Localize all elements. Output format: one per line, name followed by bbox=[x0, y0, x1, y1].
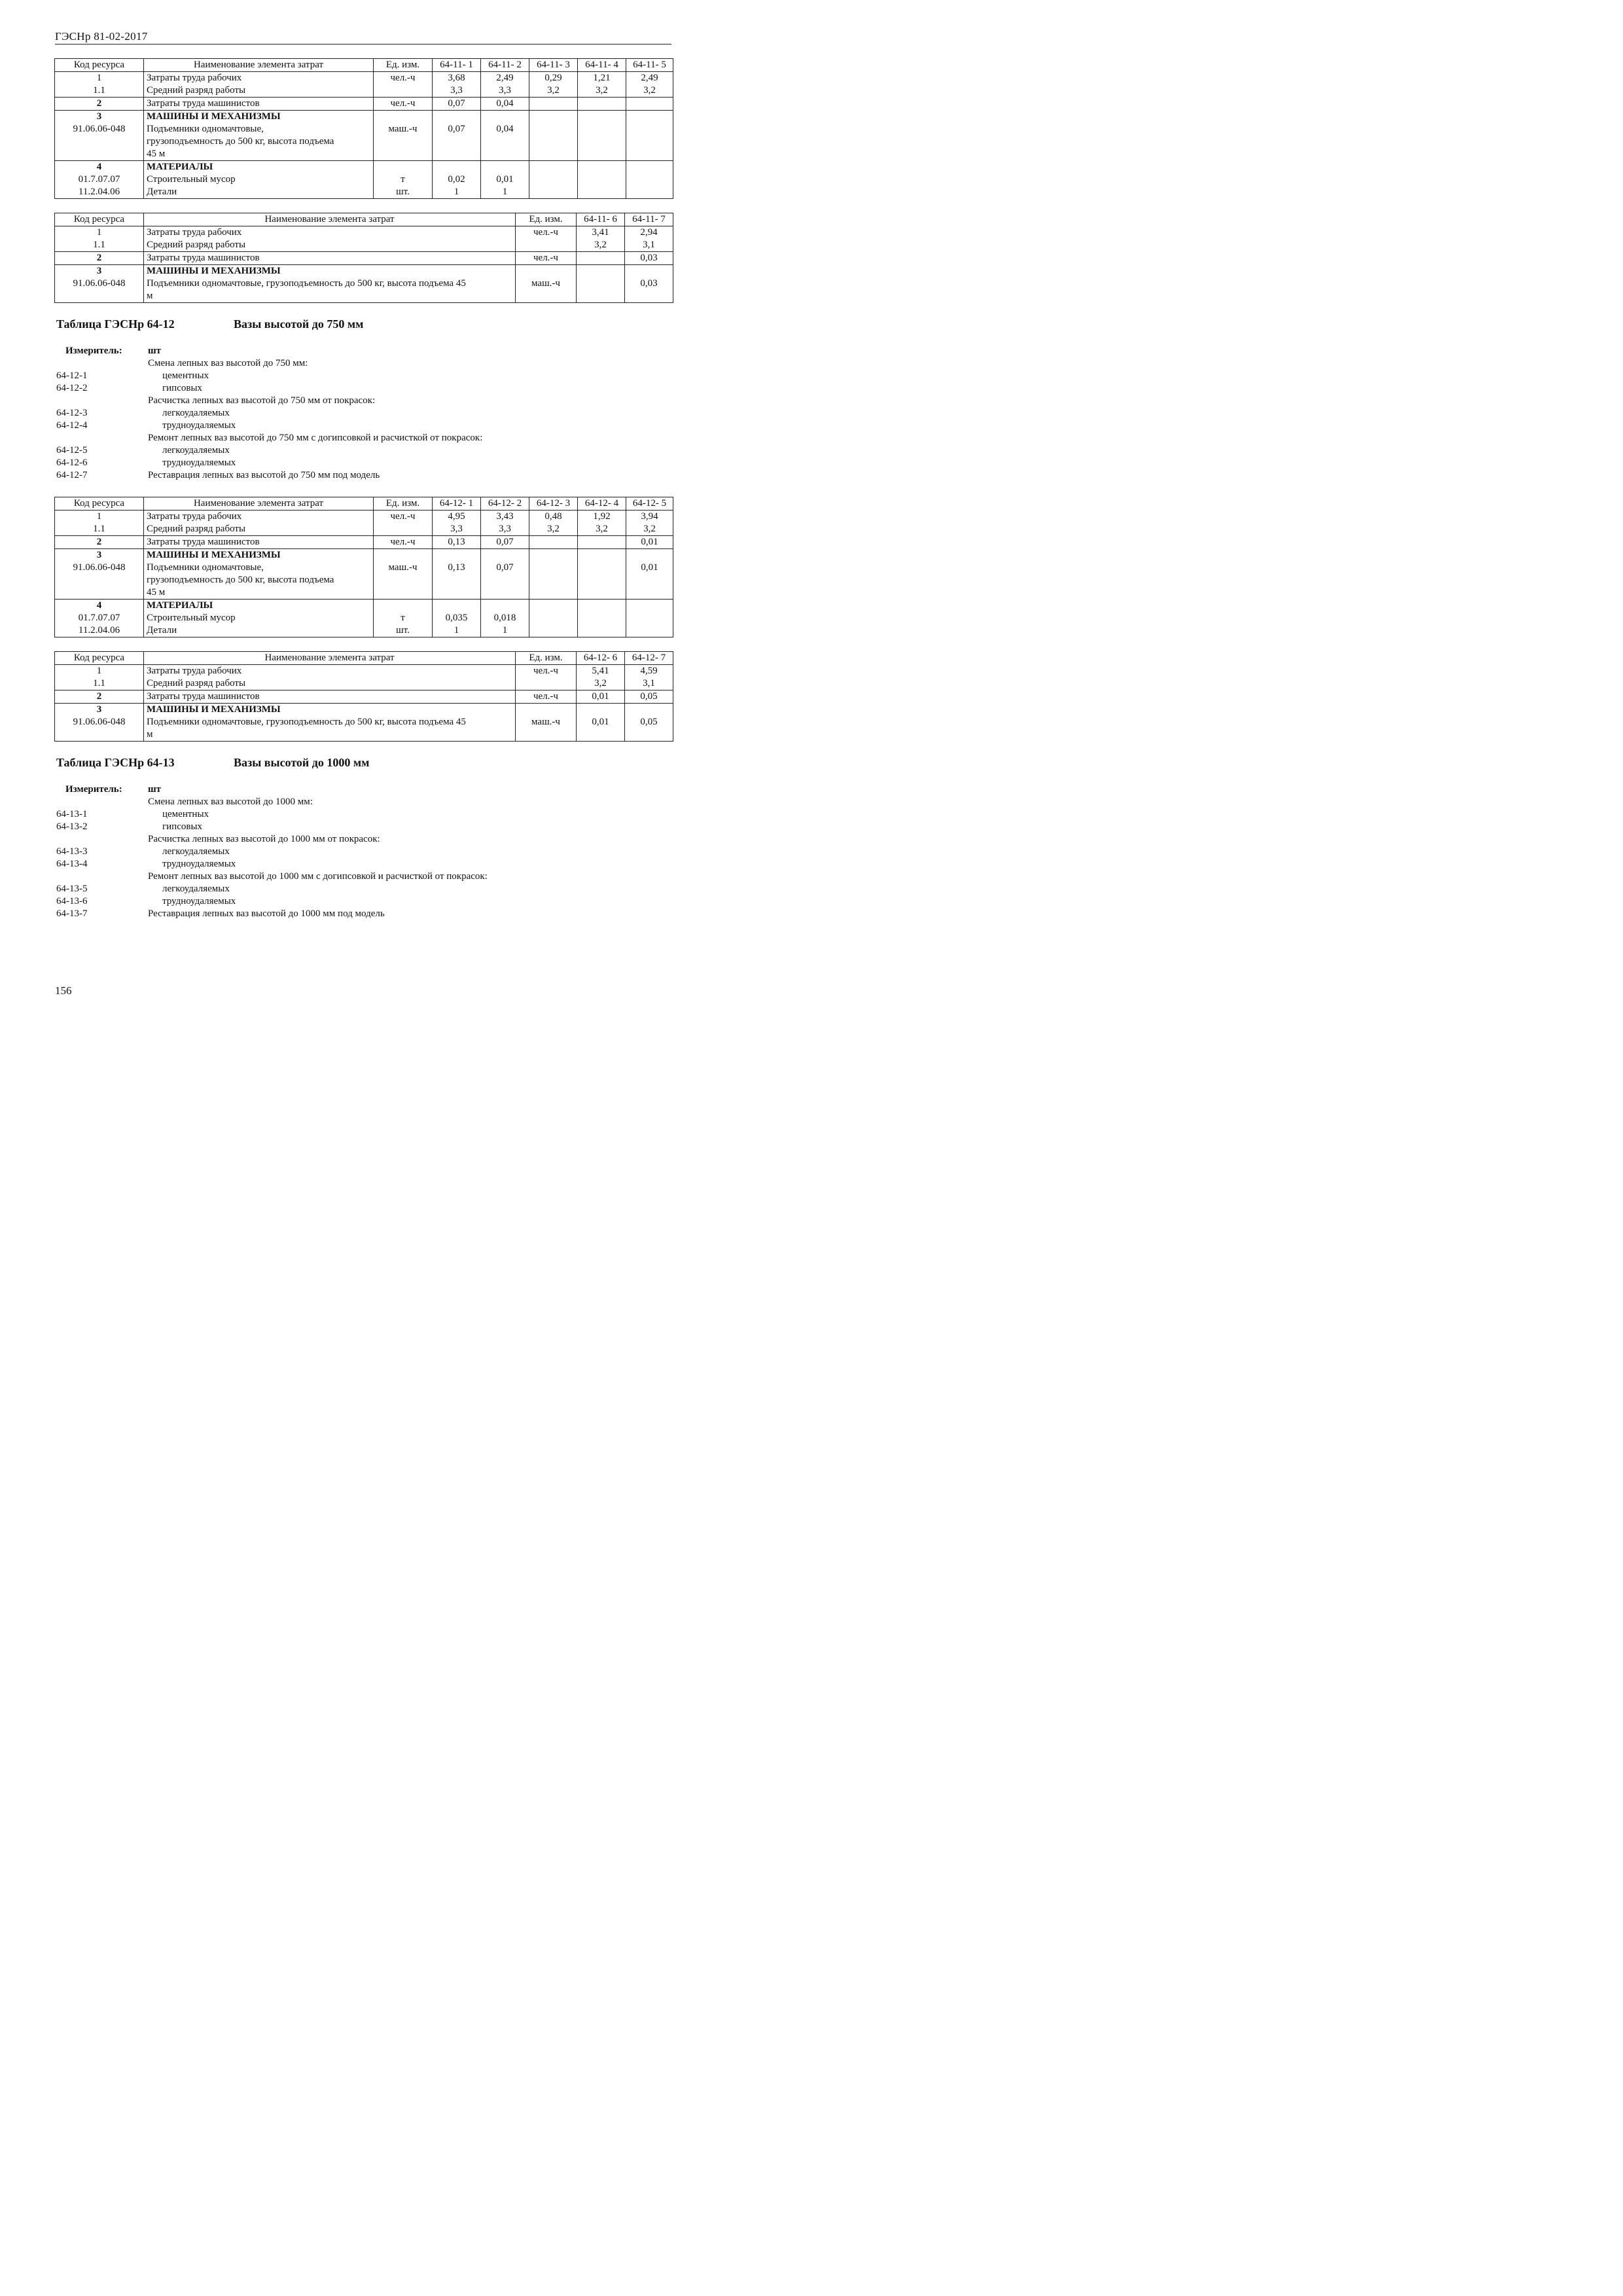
resource-unit: чел.-ч bbox=[374, 511, 433, 524]
norm-value: 0,035 bbox=[433, 612, 481, 624]
resource-unit: т bbox=[374, 173, 433, 186]
norm-value: 3,3 bbox=[481, 84, 529, 98]
norm-value: 5,41 bbox=[577, 665, 625, 678]
resource-table-64-11-b bbox=[54, 213, 673, 303]
measure-row bbox=[56, 783, 671, 796]
resource-code: 4 bbox=[55, 161, 144, 174]
resource-name: Затраты труда машинистов bbox=[144, 98, 374, 111]
norm-value: 3,2 bbox=[529, 523, 578, 536]
measure-label: Измеритель: bbox=[65, 784, 122, 795]
col-header-norm: 64-12- 5 bbox=[626, 497, 673, 511]
resource-code: 01.7.07.07 bbox=[55, 612, 144, 624]
resource-table-64-12-a bbox=[54, 497, 673, 637]
col-header-unit: Ед. изм. bbox=[374, 59, 433, 72]
item-text: трудноудаляемых bbox=[162, 457, 236, 468]
col-header-norm: 64-11- 6 bbox=[577, 213, 625, 226]
resource-code: 11.2.04.06 bbox=[55, 624, 144, 637]
item-code: 64-13-1 bbox=[56, 809, 88, 819]
list-item bbox=[56, 444, 671, 457]
resource-code: 2 bbox=[55, 691, 144, 704]
resource-table-64-11-a bbox=[54, 58, 673, 199]
item-text: цементных bbox=[162, 809, 209, 819]
resource-name: Строительный мусор bbox=[144, 612, 374, 624]
resource-name: Затраты труда рабочих bbox=[144, 511, 374, 524]
resource-unit: чел.-ч bbox=[374, 72, 433, 85]
section-heading: МАТЕРИАЛЫ bbox=[144, 161, 374, 174]
item-code: 64-12-6 bbox=[56, 457, 88, 468]
resource-name bbox=[144, 716, 516, 742]
norm-value: 1,21 bbox=[578, 72, 626, 85]
col-header-norm: 64-11- 2 bbox=[481, 59, 529, 72]
table-subtitle: Вазы высотой до 750 мм bbox=[234, 317, 364, 331]
table-row bbox=[55, 161, 673, 174]
header-rule bbox=[55, 44, 671, 45]
norm-value: 0,05 bbox=[625, 716, 673, 742]
list-item bbox=[56, 420, 671, 432]
table-row bbox=[55, 549, 673, 562]
measure-group bbox=[56, 870, 671, 883]
norm-value: 0,04 bbox=[481, 98, 529, 111]
resource-unit: чел.-ч bbox=[516, 252, 577, 265]
measure-group bbox=[56, 432, 671, 444]
list-item bbox=[56, 908, 671, 920]
list-item bbox=[56, 370, 671, 382]
resource-name: Детали bbox=[144, 624, 374, 637]
norm-value: 2,49 bbox=[626, 72, 673, 85]
norm-value: 0,01 bbox=[626, 536, 673, 549]
norm-value: 0,07 bbox=[481, 536, 529, 549]
norm-value: 3,3 bbox=[433, 84, 481, 98]
col-header-norm: 64-12- 3 bbox=[529, 497, 578, 511]
resource-code: 91.06.06-048 bbox=[55, 278, 144, 303]
norm-value: 1 bbox=[433, 624, 481, 637]
table-row bbox=[55, 265, 673, 278]
norm-value: 3,1 bbox=[625, 239, 673, 252]
resource-code: 3 bbox=[55, 265, 144, 278]
item-text: легкоудаляемых bbox=[162, 445, 230, 456]
norm-value: 0,07 bbox=[481, 562, 529, 600]
measure-group bbox=[56, 833, 671, 846]
group-text: Ремонт лепных ваз высотой до 750 мм с догипсовкой и расчисткой от покрасок: bbox=[148, 433, 483, 443]
name-line: Подъемники одномачтовые, bbox=[147, 124, 264, 134]
norm-value: 3,2 bbox=[578, 84, 626, 98]
col-header-code: Код ресурса bbox=[55, 652, 144, 665]
item-code: 64-12-2 bbox=[56, 383, 88, 393]
norm-value: 0,07 bbox=[433, 98, 481, 111]
resource-code: 2 bbox=[55, 252, 144, 265]
resource-name: Средний разряд работы bbox=[144, 239, 516, 252]
list-item bbox=[56, 846, 671, 858]
table-row bbox=[55, 123, 673, 161]
col-header-code: Код ресурса bbox=[55, 497, 144, 511]
measure-unit: шт bbox=[148, 346, 162, 356]
resource-code: 01.7.07.07 bbox=[55, 173, 144, 186]
list-item bbox=[56, 382, 671, 395]
table-row bbox=[55, 239, 673, 252]
item-code: 64-12-5 bbox=[56, 445, 88, 456]
norm-value: 3,2 bbox=[578, 523, 626, 536]
resource-name bbox=[144, 562, 374, 600]
resource-name: Затраты труда машинистов bbox=[144, 691, 516, 704]
norm-value: 0,03 bbox=[625, 278, 673, 303]
norm-value: 0,48 bbox=[529, 511, 578, 524]
norm-value: 0,018 bbox=[481, 612, 529, 624]
table-subtitle: Вазы высотой до 1000 мм bbox=[234, 756, 370, 769]
item-code: 64-13-4 bbox=[56, 859, 88, 869]
item-code: 64-12-7 bbox=[56, 470, 88, 480]
norm-value: 3,2 bbox=[577, 677, 625, 691]
norm-value: 0,13 bbox=[433, 562, 481, 600]
name-line: Подъемники одномачтовые, грузоподъемность до 500 кг, высота подъема 45 bbox=[147, 717, 466, 727]
list-item bbox=[56, 895, 671, 908]
resource-name bbox=[144, 278, 516, 303]
resource-code: 1.1 bbox=[55, 677, 144, 691]
table-row bbox=[55, 600, 673, 613]
resource-unit: шт. bbox=[374, 186, 433, 199]
table-header-row bbox=[55, 59, 673, 72]
list-item bbox=[56, 808, 671, 821]
item-text: Реставрация лепных ваз высотой до 750 мм под модель bbox=[148, 470, 380, 480]
measure-unit: шт bbox=[148, 784, 162, 795]
resource-unit: чел.-ч bbox=[516, 665, 577, 678]
resource-name: Затраты труда рабочих bbox=[144, 226, 516, 240]
item-code: 64-12-4 bbox=[56, 420, 88, 431]
name-line: Подъемники одномачтовые, грузоподъемность до 500 кг, высота подъема 45 bbox=[147, 278, 466, 289]
col-header-code: Код ресурса bbox=[55, 59, 144, 72]
table-row bbox=[55, 84, 673, 98]
group-text: Расчистка лепных ваз высотой до 1000 мм от покрасок: bbox=[148, 834, 380, 844]
resource-unit: чел.-ч bbox=[516, 691, 577, 704]
resource-unit: чел.-ч bbox=[374, 98, 433, 111]
norm-value: 1 bbox=[481, 186, 529, 199]
resource-unit: маш.-ч bbox=[516, 278, 577, 303]
norm-value: 0,05 bbox=[625, 691, 673, 704]
table-row bbox=[55, 98, 673, 111]
resource-code: 91.06.06-048 bbox=[55, 562, 144, 600]
resource-table-64-12-b bbox=[54, 651, 673, 742]
resource-name: Средний разряд работы bbox=[144, 677, 516, 691]
norm-value: 3,1 bbox=[625, 677, 673, 691]
resource-unit: шт. bbox=[374, 624, 433, 637]
norm-value: 3,3 bbox=[433, 523, 481, 536]
norm-value: 0,03 bbox=[625, 252, 673, 265]
group-text: Расчистка лепных ваз высотой до 750 мм от покрасок: bbox=[148, 395, 376, 406]
resource-code: 2 bbox=[55, 536, 144, 549]
document-page bbox=[0, 0, 720, 1018]
section-heading: МАШИНЫ И МЕХАНИЗМЫ bbox=[144, 549, 374, 562]
item-code: 64-13-6 bbox=[56, 896, 88, 906]
resource-unit: маш.-ч bbox=[516, 716, 577, 742]
resource-code: 2 bbox=[55, 98, 144, 111]
item-code: 64-13-7 bbox=[56, 908, 88, 919]
name-line: м bbox=[147, 291, 153, 301]
table-row bbox=[55, 677, 673, 691]
col-header-name: Наименование элемента затрат bbox=[144, 652, 516, 665]
item-text: трудноудаляемых bbox=[162, 859, 236, 869]
resource-code: 3 bbox=[55, 704, 144, 717]
norm-value: 2,49 bbox=[481, 72, 529, 85]
name-line: грузоподъемность до 500 кг, высота подъема bbox=[147, 136, 334, 147]
norm-value: 2,94 bbox=[625, 226, 673, 240]
norm-value: 0,01 bbox=[577, 716, 625, 742]
resource-name: Средний разряд работы bbox=[144, 84, 374, 98]
resource-name: Затраты труда машинистов bbox=[144, 252, 516, 265]
measure-row bbox=[56, 345, 671, 357]
table-row bbox=[55, 278, 673, 303]
col-header-norm: 64-11- 7 bbox=[625, 213, 673, 226]
norm-value: 0,13 bbox=[433, 536, 481, 549]
norm-value: 4,59 bbox=[625, 665, 673, 678]
item-code: 64-13-3 bbox=[56, 846, 88, 857]
table-row bbox=[55, 523, 673, 536]
resource-code: 1 bbox=[55, 226, 144, 240]
col-header-norm: 64-11- 5 bbox=[626, 59, 673, 72]
name-line: 45 м bbox=[147, 587, 166, 598]
norm-value: 0,04 bbox=[481, 123, 529, 161]
table-row bbox=[55, 173, 673, 186]
resource-name: Затраты труда машинистов bbox=[144, 536, 374, 549]
col-header-unit: Ед. изм. bbox=[374, 497, 433, 511]
resource-unit: т bbox=[374, 612, 433, 624]
item-text: трудноудаляемых bbox=[162, 896, 236, 906]
norm-value: 1,92 bbox=[578, 511, 626, 524]
section-heading: МАШИНЫ И МЕХАНИЗМЫ bbox=[144, 704, 516, 717]
norm-value: 1 bbox=[433, 186, 481, 199]
col-header-unit: Ед. изм. bbox=[516, 652, 577, 665]
measure-group bbox=[56, 357, 671, 370]
resource-code: 11.2.04.06 bbox=[55, 186, 144, 199]
group-text: Ремонт лепных ваз высотой до 1000 мм с догипсовкой и расчисткой от покрасок: bbox=[148, 871, 488, 882]
resource-code: 1.1 bbox=[55, 523, 144, 536]
norm-value: 1 bbox=[481, 624, 529, 637]
norm-value: 3,3 bbox=[481, 523, 529, 536]
group-text: Смена лепных ваз высотой до 750 мм: bbox=[148, 358, 308, 368]
norm-value: 3,2 bbox=[626, 84, 673, 98]
resource-unit: чел.-ч bbox=[374, 536, 433, 549]
norm-value: 0,01 bbox=[481, 173, 529, 186]
section-heading: МАШИНЫ И МЕХАНИЗМЫ bbox=[144, 111, 374, 124]
name-line: грузоподъемность до 500 кг, высота подъема bbox=[147, 575, 334, 585]
norm-value: 3,2 bbox=[529, 84, 578, 98]
col-header-norm: 64-11- 3 bbox=[529, 59, 578, 72]
item-code: 64-13-5 bbox=[56, 884, 88, 894]
resource-code: 91.06.06-048 bbox=[55, 716, 144, 742]
resource-unit: маш.-ч bbox=[374, 562, 433, 600]
list-item bbox=[56, 858, 671, 870]
col-header-code: Код ресурса bbox=[55, 213, 144, 226]
norm-value: 3,94 bbox=[626, 511, 673, 524]
col-header-norm: 64-11- 1 bbox=[433, 59, 481, 72]
norm-value: 3,41 bbox=[577, 226, 625, 240]
norm-value: 4,95 bbox=[433, 511, 481, 524]
col-header-name: Наименование элемента затрат bbox=[144, 59, 374, 72]
measure-group bbox=[56, 395, 671, 407]
table-row bbox=[55, 186, 673, 199]
table-row bbox=[55, 511, 673, 524]
table-row bbox=[55, 704, 673, 717]
col-header-norm: 64-12- 7 bbox=[625, 652, 673, 665]
table-header-row bbox=[55, 497, 673, 511]
item-code: 64-12-1 bbox=[56, 370, 88, 381]
resource-code: 4 bbox=[55, 600, 144, 613]
item-text: легкоудаляемых bbox=[162, 408, 230, 418]
item-text: трудноудаляемых bbox=[162, 420, 236, 431]
measure-block-64-12 bbox=[56, 345, 671, 482]
resource-name: Средний разряд работы bbox=[144, 523, 374, 536]
resource-code: 91.06.06-048 bbox=[55, 123, 144, 161]
list-item bbox=[56, 821, 671, 833]
name-line: 45 м bbox=[147, 149, 166, 159]
list-item bbox=[56, 407, 671, 420]
resource-name bbox=[144, 123, 374, 161]
measure-group bbox=[56, 796, 671, 808]
norm-value: 0,07 bbox=[433, 123, 481, 161]
table-row bbox=[55, 665, 673, 678]
measure-block-64-13 bbox=[56, 783, 671, 920]
table-row bbox=[55, 716, 673, 742]
name-line: м bbox=[147, 729, 153, 740]
norm-value: 0,29 bbox=[529, 72, 578, 85]
item-code: 64-12-3 bbox=[56, 408, 88, 418]
list-item bbox=[56, 883, 671, 895]
table-title: Таблица ГЭСНр 64-13 bbox=[56, 756, 175, 769]
resource-code: 1 bbox=[55, 72, 144, 85]
list-item bbox=[56, 457, 671, 469]
table-row bbox=[55, 111, 673, 124]
col-header-norm: 64-12- 4 bbox=[578, 497, 626, 511]
col-header-norm: 64-12- 6 bbox=[577, 652, 625, 665]
resource-code: 1 bbox=[55, 511, 144, 524]
name-line: Подъемники одномачтовые, bbox=[147, 562, 264, 573]
document-header-title: ГЭСНр 81-02-2017 bbox=[55, 30, 148, 43]
resource-code: 1.1 bbox=[55, 84, 144, 98]
norm-value: 0,02 bbox=[433, 173, 481, 186]
table-header-row bbox=[55, 652, 673, 665]
table-row bbox=[55, 624, 673, 637]
page-number: 156 bbox=[55, 984, 72, 997]
norm-value: 3,2 bbox=[626, 523, 673, 536]
resource-name: Затраты труда рабочих bbox=[144, 665, 516, 678]
table-header-row bbox=[55, 213, 673, 226]
item-text: гипсовых bbox=[162, 383, 203, 393]
group-text: Смена лепных ваз высотой до 1000 мм: bbox=[148, 797, 313, 807]
col-header-name: Наименование элемента затрат bbox=[144, 213, 516, 226]
col-header-norm: 64-12- 1 bbox=[433, 497, 481, 511]
norm-value: 3,68 bbox=[433, 72, 481, 85]
table-row bbox=[55, 612, 673, 624]
col-header-unit: Ед. изм. bbox=[516, 213, 577, 226]
table-row bbox=[55, 562, 673, 600]
resource-unit: маш.-ч bbox=[374, 123, 433, 161]
measure-label: Измеритель: bbox=[65, 346, 122, 356]
resource-code: 1 bbox=[55, 665, 144, 678]
resource-code: 3 bbox=[55, 111, 144, 124]
col-header-name: Наименование элемента затрат bbox=[144, 497, 374, 511]
resource-name: Детали bbox=[144, 186, 374, 199]
resource-unit: чел.-ч bbox=[516, 226, 577, 240]
section-heading: МАТЕРИАЛЫ bbox=[144, 600, 374, 613]
norm-value: 3,43 bbox=[481, 511, 529, 524]
resource-name: Строительный мусор bbox=[144, 173, 374, 186]
norm-value: 0,01 bbox=[626, 562, 673, 600]
item-code: 64-13-2 bbox=[56, 821, 88, 832]
col-header-norm: 64-12- 2 bbox=[481, 497, 529, 511]
table-row bbox=[55, 72, 673, 85]
table-row bbox=[55, 226, 673, 240]
col-header-norm: 64-11- 4 bbox=[578, 59, 626, 72]
item-text: цементных bbox=[162, 370, 209, 381]
norm-value: 3,2 bbox=[577, 239, 625, 252]
norm-value: 0,01 bbox=[577, 691, 625, 704]
list-item bbox=[56, 469, 671, 482]
item-text: гипсовых bbox=[162, 821, 203, 832]
table-row bbox=[55, 252, 673, 265]
item-text: легкоудаляемых bbox=[162, 846, 230, 857]
item-text: легкоудаляемых bbox=[162, 884, 230, 894]
resource-code: 3 bbox=[55, 549, 144, 562]
table-title: Таблица ГЭСНр 64-12 bbox=[56, 317, 175, 331]
resource-name: Затраты труда рабочих bbox=[144, 72, 374, 85]
item-text: Реставрация лепных ваз высотой до 1000 мм под модель bbox=[148, 908, 385, 919]
section-heading: МАШИНЫ И МЕХАНИЗМЫ bbox=[144, 265, 516, 278]
resource-code: 1.1 bbox=[55, 239, 144, 252]
table-row bbox=[55, 691, 673, 704]
table-row bbox=[55, 536, 673, 549]
